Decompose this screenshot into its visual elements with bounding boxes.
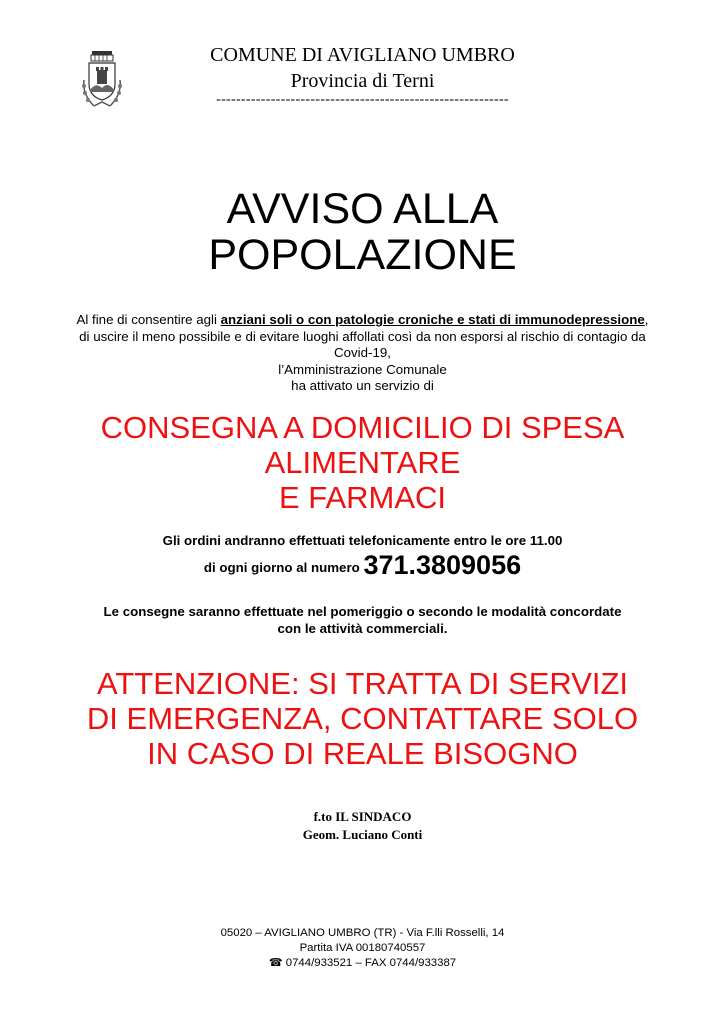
service-heading [0, 410, 725, 515]
intro-text-start: Al fine di consentire agli [76, 312, 221, 327]
warning-notice [0, 666, 725, 771]
delivery-line1: Le consegne saranno effettuate nel pomeriggio o secondo le modalità concordate [103, 604, 622, 619]
signature-name: Geom. Luciano Conti [302, 827, 423, 842]
intro-line-service: ha attivato un servizio di [291, 378, 434, 394]
service-line2: ALIMENTARE [264, 445, 461, 480]
intro-paragraph [70, 312, 655, 395]
footer-address: 05020 – AVIGLIANO UMBRO (TR) - Via F.lli Rosselli, 14 [220, 927, 505, 939]
footer-contacts-line [0, 956, 725, 971]
header-separator: ----------------------------------------------------------- [216, 92, 509, 107]
notice-title [0, 186, 725, 278]
notice-title-line2: POPOLAZIONE [208, 231, 517, 279]
telephone-icon: ☎ [268, 957, 283, 969]
municipal-crest-icon [80, 50, 124, 112]
orders-phone-number: 371.3809056 [363, 550, 522, 580]
footer [0, 926, 725, 971]
delivery-info [60, 603, 665, 637]
notice-title-line1: AVVISO ALLA [226, 185, 499, 233]
signature-block [0, 808, 725, 844]
footer-vat: Partita IVA 00180740557 [299, 942, 426, 954]
orders-deadline: Gli ordini andranno effettuati telefonicamente entro le ore 11.00 [162, 533, 563, 548]
intro-text-end: , di uscire il meno possibile e di evitare luoghi affollati così da non esporsi al rischio di contagio da Covid-19, [79, 312, 649, 361]
footer-contacts: 0744/933521 – FAX 0744/933387 [282, 957, 457, 969]
service-line3: E FARMACI [278, 480, 447, 515]
warning-line1: ATTENZIONE: SI TRATTA DI SERVIZI [96, 666, 629, 701]
delivery-line2: con le attività commerciali. [277, 621, 448, 636]
orders-phone-line [60, 550, 665, 581]
signature-title: f.to IL SINDACO [313, 809, 412, 824]
municipality-name: COMUNE DI AVIGLIANO UMBRO [210, 44, 515, 66]
service-line1: CONSEGNA A DOMICILIO DI SPESA [100, 410, 625, 445]
orders-phone-prefix: di ogni giorno al numero [203, 560, 364, 575]
intro-line-administration: l’Amministrazione Comunale [278, 361, 447, 377]
warning-line2: DI EMERGENZA, CONTATTARE SOLO [86, 701, 639, 736]
intro-target-group: anziani soli o con patologie croniche e stati di immunodepressione [220, 312, 645, 327]
warning-line3: IN CASO DI REALE BISOGNO [147, 736, 578, 771]
province-name: Provincia di Terni [290, 70, 435, 92]
